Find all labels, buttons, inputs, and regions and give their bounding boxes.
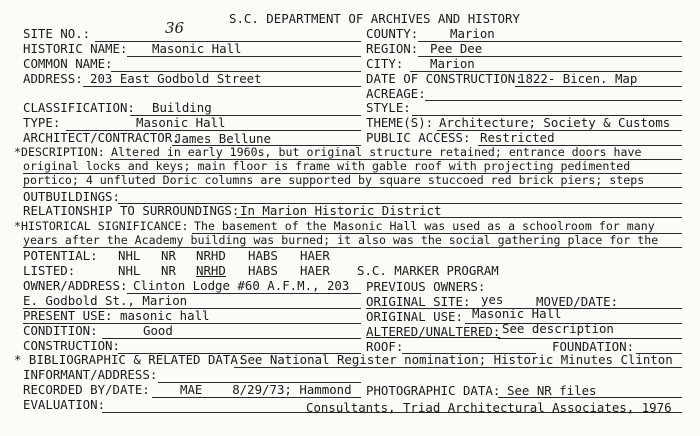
description-label: *DESCRIPTION:: [14, 145, 105, 159]
potential-haer: HAER: [300, 248, 330, 263]
listed-haer: HAER: [300, 263, 330, 278]
potential-nr: NR: [161, 248, 176, 263]
historic-name-line: [127, 56, 361, 57]
listed-habs: HABS: [248, 263, 278, 278]
region-label: REGION:: [366, 41, 419, 56]
relationship-value: In Marion Historic District: [240, 203, 442, 218]
original-use-label: ORIGINAL USE:: [366, 309, 463, 324]
original-site-value: yes: [481, 292, 504, 307]
foundation-label: FOUNDATION:: [552, 339, 635, 354]
county-label: COUNTY:: [366, 26, 419, 41]
address-label: ADDRESS:: [23, 71, 83, 86]
themes-label: THEME(S):: [366, 115, 434, 130]
altered-label: ALTERED/UNALTERED:: [366, 324, 501, 339]
condition-line: [102, 338, 361, 339]
public-access-label: PUBLIC ACCESS:: [366, 130, 471, 145]
recorded-by-value: MAE 8/29/73; Hammond: [180, 382, 352, 397]
common-name-label: COMMON NAME:: [23, 56, 113, 71]
acreage-line: [425, 100, 682, 101]
site-no-value: 36: [165, 19, 185, 37]
recorded-by-line: [152, 397, 361, 398]
address-value: 203 East Godbold Street: [90, 71, 262, 86]
moved-date-label: MOVED/DATE:: [536, 294, 619, 309]
listed-nrhd-selected: NRHD: [196, 263, 226, 278]
city-label: CITY:: [366, 56, 404, 71]
description-rule-3: [23, 187, 682, 188]
evaluation-label: EVALUATION:: [23, 397, 106, 412]
evaluation-value: Consultants, Triad Architectural Associates, 1976: [306, 400, 672, 415]
roof-label: ROOF:: [366, 339, 404, 354]
description-line-1: Altered in early 1960s, but original structure retained; entrance doors have: [111, 145, 642, 159]
county-value: Marion: [450, 26, 495, 41]
public-access-value: Restricted: [480, 130, 555, 145]
historic-name-label: HISTORIC NAME:: [23, 41, 128, 56]
bibliographic-value: See National Register nomination; Historic Minutes Clinton: [240, 352, 673, 367]
themes-line: [437, 130, 682, 131]
potential-label: POTENTIAL:: [23, 248, 98, 263]
condition-label: CONDITION:: [23, 323, 98, 338]
present-use-label: PRESENT USE:: [23, 308, 113, 323]
previous-owners-label: PREVIOUS OWNERS:: [366, 279, 486, 294]
moved-date-line: [616, 308, 682, 309]
date-construction-value: 1822- Bicen. Map: [518, 71, 638, 86]
description-line-3: portico; 4 unfluted Doric columns are supported by square stuccoed red brick piers; steps: [23, 173, 645, 187]
present-use-value: masonic hall: [120, 308, 210, 323]
photographic-label: PHOTOGRAPHIC DATA:: [366, 383, 501, 398]
photographic-value: See NR files: [507, 383, 597, 398]
relationship-line: [236, 217, 682, 218]
informant-label: INFORMANT/ADDRESS:: [23, 367, 158, 382]
relationship-label: RELATIONSHIP TO SURROUNDINGS:: [23, 203, 240, 218]
recorded-by-label: RECORDED BY/DATE:: [23, 382, 150, 397]
classification-value: Building: [152, 100, 212, 115]
altered-value: See description: [502, 321, 614, 336]
bibliographic-label: * BIBLIOGRAPHIC & RELATED DATA:: [14, 352, 246, 367]
potential-nhl: NHL: [118, 248, 141, 263]
description-line-2: original locks and keys; main floor is frame with gable roof with projecting pedimented: [23, 159, 631, 173]
listed-nhl: NHL: [118, 263, 141, 278]
type-value: Masonic Hall: [136, 115, 226, 130]
owner-label: OWNER/ADDRESS:: [23, 278, 128, 293]
city-value: Marion: [430, 56, 475, 71]
listed-nr: NR: [161, 263, 176, 278]
outbuildings-label: OUTBUILDINGS:: [23, 189, 120, 204]
style-label: STYLE:: [366, 100, 411, 115]
architect-label: ARCHITECT/CONTRACTOR:: [23, 130, 180, 145]
owner-line-2: E. Godbold St., Marion: [23, 293, 188, 308]
photographic-line: [498, 397, 682, 398]
bibliographic-line: [234, 367, 682, 368]
original-use-value: Masonic Hall: [472, 306, 562, 321]
classification-label: CLASSIFICATION:: [23, 100, 135, 115]
potential-habs: HABS: [248, 248, 278, 263]
region-value: Pee Dee: [430, 41, 483, 56]
listed-label: LISTED:: [23, 263, 76, 278]
potential-nrhd: NRHD: [196, 248, 226, 263]
marker-program-label: S.C. MARKER PROGRAM: [357, 263, 499, 278]
historic-name-value: Masonic Hall: [152, 41, 242, 56]
significance-line-1: The basement of the Masonic Hall was used as a schoolroom for many: [194, 219, 655, 233]
significance-line-2: years after the Academy building was burned; it also was the social gathering place for the: [23, 233, 659, 247]
original-site-label: ORIGINAL SITE:: [366, 294, 471, 309]
themes-value: Architecture; Society & Customs: [439, 115, 671, 130]
construction-label: CONSTRUCTION:: [23, 338, 120, 353]
date-construction-label: DATE OF CONSTRUCTION:: [366, 71, 523, 86]
acreage-label: ACREAGE:: [366, 86, 426, 101]
condition-value: Good: [143, 323, 173, 338]
owner-line-1: Clinton Lodge #60 A.F.M., 203: [133, 278, 350, 293]
date-construction-line: [515, 86, 682, 87]
architect-value: James Bellune: [174, 131, 271, 146]
type-label: TYPE:: [23, 115, 61, 130]
card-title: S.C. DEPARTMENT OF ARCHIVES AND HISTORY: [229, 11, 520, 26]
significance-label: *HISTORICAL SIGNIFICANCE:: [14, 219, 189, 233]
address-line: [83, 86, 361, 87]
site-no-label: SITE NO.:: [23, 26, 91, 41]
